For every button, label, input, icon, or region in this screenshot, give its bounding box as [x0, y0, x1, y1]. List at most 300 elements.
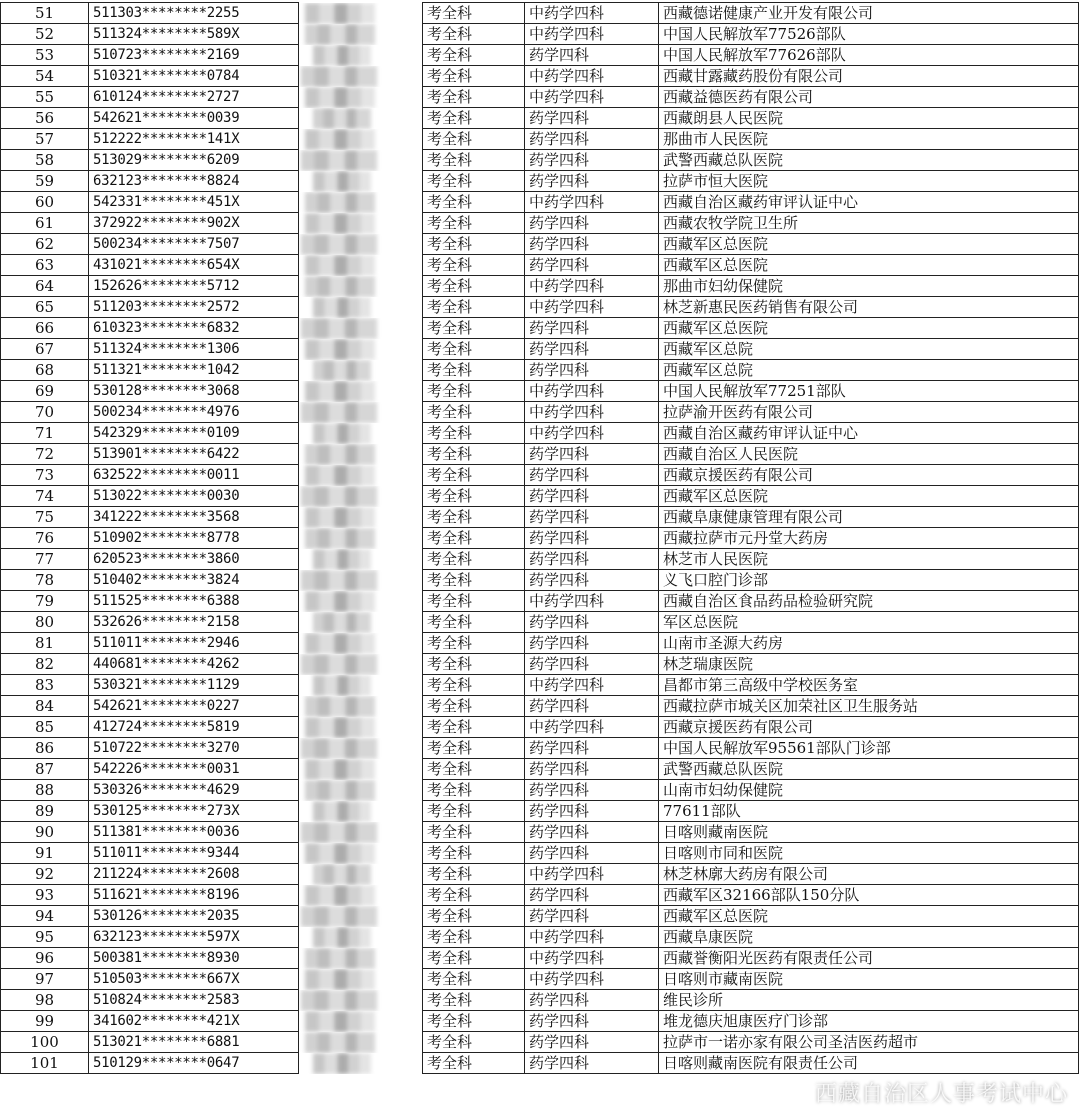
exam-type-cell: 考全科	[423, 1053, 525, 1074]
subject-cell: 药学四科	[525, 1011, 659, 1032]
redaction-mosaic	[305, 885, 375, 906]
blurred-name-cell	[299, 696, 423, 717]
row-number-cell: 52	[1, 24, 89, 45]
subject-cell: 药学四科	[525, 444, 659, 465]
id-number-cell: 510321********0784	[89, 66, 299, 87]
work-unit-cell: 西藏德诺健康产业开发有限公司	[659, 3, 1079, 24]
redaction-mosaic	[305, 969, 375, 990]
blurred-name-cell	[299, 297, 423, 318]
exam-type-cell: 考全科	[423, 381, 525, 402]
id-number-cell: 510824********2583	[89, 990, 299, 1011]
row-number-cell: 97	[1, 969, 89, 990]
redaction-mosaic	[305, 381, 375, 402]
work-unit-cell: 昌都市第三高级中学校医务室	[659, 675, 1079, 696]
table-row	[1, 738, 1079, 759]
blurred-name-cell	[299, 780, 423, 801]
subject-cell: 中药学四科	[525, 864, 659, 885]
redaction-mosaic	[305, 843, 375, 864]
subject-cell: 中药学四科	[525, 591, 659, 612]
blurred-name-cell	[299, 549, 423, 570]
row-number-cell: 56	[1, 108, 89, 129]
candidate-table	[0, 2, 1079, 1074]
row-number-cell: 99	[1, 1011, 89, 1032]
redaction-mosaic	[313, 927, 371, 948]
exam-type-cell: 考全科	[423, 66, 525, 87]
exam-type-cell: 考全科	[423, 171, 525, 192]
id-number-cell: 500381********8930	[89, 948, 299, 969]
subject-cell: 药学四科	[525, 738, 659, 759]
exam-type-cell: 考全科	[423, 486, 525, 507]
table-row	[1, 990, 1079, 1011]
table-row	[1, 192, 1079, 213]
row-number-cell: 100	[1, 1032, 89, 1053]
id-number-cell: 511324********1306	[89, 339, 299, 360]
work-unit-cell: 西藏军区总院	[659, 339, 1079, 360]
table-row	[1, 1053, 1079, 1074]
table-row	[1, 717, 1079, 738]
blurred-name-cell	[299, 423, 423, 444]
exam-type-cell: 考全科	[423, 885, 525, 906]
subject-cell: 药学四科	[525, 528, 659, 549]
work-unit-cell: 西藏军区总医院	[659, 234, 1079, 255]
table-row	[1, 3, 1079, 24]
work-unit-cell: 西藏益德医药有限公司	[659, 87, 1079, 108]
blurred-name-cell	[299, 108, 423, 129]
work-unit-cell: 西藏自治区藏药审评认证中心	[659, 192, 1079, 213]
subject-cell: 中药学四科	[525, 402, 659, 423]
table-row	[1, 549, 1079, 570]
id-number-cell: 610124********2727	[89, 87, 299, 108]
exam-type-cell: 考全科	[423, 948, 525, 969]
table-row	[1, 507, 1079, 528]
exam-type-cell: 考全科	[423, 906, 525, 927]
id-number-cell: 500234********4976	[89, 402, 299, 423]
blurred-name-cell	[299, 465, 423, 486]
redaction-mosaic	[313, 423, 371, 444]
id-number-cell: 513901********6422	[89, 444, 299, 465]
row-number-cell: 87	[1, 759, 89, 780]
id-number-cell: 510723********2169	[89, 45, 299, 66]
blurred-name-cell	[299, 87, 423, 108]
id-number-cell: 372922********902X	[89, 213, 299, 234]
id-number-cell: 542621********0039	[89, 108, 299, 129]
blurred-name-cell	[299, 381, 423, 402]
redaction-mosaic	[305, 696, 375, 717]
id-number-cell: 511203********2572	[89, 297, 299, 318]
subject-cell: 药学四科	[525, 45, 659, 66]
redaction-mosaic	[305, 1032, 375, 1053]
subject-cell: 药学四科	[525, 108, 659, 129]
id-number-cell: 610323********6832	[89, 318, 299, 339]
row-number-cell: 68	[1, 360, 89, 381]
exam-type-cell: 考全科	[423, 3, 525, 24]
redaction-mosaic	[301, 990, 377, 1011]
table-row	[1, 129, 1079, 150]
exam-type-cell: 考全科	[423, 1032, 525, 1053]
subject-cell: 药学四科	[525, 465, 659, 486]
redaction-mosaic	[305, 465, 375, 486]
exam-type-cell: 考全科	[423, 738, 525, 759]
exam-type-cell: 考全科	[423, 192, 525, 213]
blurred-name-cell	[299, 1053, 423, 1074]
work-unit-cell: 西藏农牧学院卫生所	[659, 213, 1079, 234]
id-number-cell: 530128********3068	[89, 381, 299, 402]
table-row	[1, 87, 1079, 108]
row-number-cell: 83	[1, 675, 89, 696]
id-number-cell: 511324********589X	[89, 24, 299, 45]
work-unit-cell: 那曲市人民医院	[659, 129, 1079, 150]
work-unit-cell: 拉萨渝开医药有限公司	[659, 402, 1079, 423]
exam-type-cell: 考全科	[423, 87, 525, 108]
exam-type-cell: 考全科	[423, 612, 525, 633]
subject-cell: 药学四科	[525, 906, 659, 927]
id-number-cell: 511321********1042	[89, 360, 299, 381]
id-number-cell: 431021********654X	[89, 255, 299, 276]
redaction-mosaic	[305, 948, 375, 969]
table-row	[1, 843, 1079, 864]
table-row	[1, 318, 1079, 339]
table-row	[1, 927, 1079, 948]
subject-cell: 中药学四科	[525, 381, 659, 402]
exam-type-cell: 考全科	[423, 423, 525, 444]
subject-cell: 药学四科	[525, 759, 659, 780]
row-number-cell: 61	[1, 213, 89, 234]
id-number-cell: 632123********8824	[89, 171, 299, 192]
blurred-name-cell	[299, 612, 423, 633]
exam-type-cell: 考全科	[423, 528, 525, 549]
subject-cell: 中药学四科	[525, 3, 659, 24]
blurred-name-cell	[299, 276, 423, 297]
subject-cell: 药学四科	[525, 990, 659, 1011]
redaction-mosaic	[313, 1053, 371, 1074]
work-unit-cell: 西藏誉衡阳光医药有限责任公司	[659, 948, 1079, 969]
exam-type-cell: 考全科	[423, 990, 525, 1011]
work-unit-cell: 西藏京援医药有限公司	[659, 465, 1079, 486]
redaction-mosaic	[313, 297, 371, 318]
row-number-cell: 66	[1, 318, 89, 339]
work-unit-cell: 西藏军区总医院	[659, 255, 1079, 276]
subject-cell: 药学四科	[525, 1053, 659, 1074]
blurred-name-cell	[299, 633, 423, 654]
work-unit-cell: 日喀则市同和医院	[659, 843, 1079, 864]
blurred-name-cell	[299, 45, 423, 66]
table-row	[1, 612, 1079, 633]
redaction-mosaic	[301, 822, 377, 843]
exam-type-cell: 考全科	[423, 717, 525, 738]
exam-type-cell: 考全科	[423, 1011, 525, 1032]
table-row	[1, 402, 1079, 423]
work-unit-cell: 林芝市人民医院	[659, 549, 1079, 570]
redaction-mosaic	[305, 780, 375, 801]
id-number-cell: 412724********5819	[89, 717, 299, 738]
subject-cell: 药学四科	[525, 612, 659, 633]
id-number-cell: 513022********0030	[89, 486, 299, 507]
row-number-cell: 85	[1, 717, 89, 738]
row-number-cell: 60	[1, 192, 89, 213]
redaction-mosaic	[305, 444, 375, 465]
exam-type-cell: 考全科	[423, 465, 525, 486]
work-unit-cell: 林芝林廓大药房有限公司	[659, 864, 1079, 885]
exam-type-cell: 考全科	[423, 507, 525, 528]
redaction-mosaic	[313, 171, 371, 192]
subject-cell: 药学四科	[525, 255, 659, 276]
blurred-name-cell	[299, 738, 423, 759]
work-unit-cell: 西藏阜康健康管理有限公司	[659, 507, 1079, 528]
redaction-mosaic	[305, 339, 375, 360]
id-number-cell: 513029********6209	[89, 150, 299, 171]
work-unit-cell: 中国人民解放军95561部队门诊部	[659, 738, 1079, 759]
row-number-cell: 78	[1, 570, 89, 591]
row-number-cell: 62	[1, 234, 89, 255]
subject-cell: 药学四科	[525, 843, 659, 864]
redaction-mosaic	[305, 759, 375, 780]
table-row	[1, 360, 1079, 381]
row-number-cell: 79	[1, 591, 89, 612]
redaction-mosaic	[305, 87, 375, 108]
subject-cell: 药学四科	[525, 780, 659, 801]
row-number-cell: 73	[1, 465, 89, 486]
work-unit-cell: 中国人民解放军77626部队	[659, 45, 1079, 66]
row-number-cell: 95	[1, 927, 89, 948]
id-number-cell: 532626********2158	[89, 612, 299, 633]
table-row	[1, 423, 1079, 444]
work-unit-cell: 日喀则市藏南医院	[659, 969, 1079, 990]
row-number-cell: 81	[1, 633, 89, 654]
subject-cell: 中药学四科	[525, 969, 659, 990]
subject-cell: 药学四科	[525, 318, 659, 339]
subject-cell: 药学四科	[525, 1032, 659, 1053]
row-number-cell: 74	[1, 486, 89, 507]
subject-cell: 药学四科	[525, 171, 659, 192]
exam-type-cell: 考全科	[423, 864, 525, 885]
blurred-name-cell	[299, 654, 423, 675]
subject-cell: 中药学四科	[525, 192, 659, 213]
row-number-cell: 65	[1, 297, 89, 318]
redaction-mosaic	[301, 486, 377, 507]
work-unit-cell: 西藏京援医药有限公司	[659, 717, 1079, 738]
redaction-mosaic	[305, 3, 375, 24]
id-number-cell: 510503********667X	[89, 969, 299, 990]
table-row	[1, 444, 1079, 465]
redaction-mosaic	[313, 108, 371, 129]
exam-type-cell: 考全科	[423, 297, 525, 318]
id-number-cell: 542331********451X	[89, 192, 299, 213]
redaction-mosaic	[305, 255, 375, 276]
row-number-cell: 80	[1, 612, 89, 633]
work-unit-cell: 军区总医院	[659, 612, 1079, 633]
row-number-cell: 64	[1, 276, 89, 297]
id-number-cell: 632123********597X	[89, 927, 299, 948]
subject-cell: 中药学四科	[525, 948, 659, 969]
row-number-cell: 59	[1, 171, 89, 192]
id-number-cell: 341602********421X	[89, 1011, 299, 1032]
table-row	[1, 1032, 1079, 1053]
table-row	[1, 696, 1079, 717]
redaction-mosaic	[305, 192, 375, 213]
redaction-mosaic	[301, 150, 377, 171]
exam-type-cell: 考全科	[423, 843, 525, 864]
id-number-cell: 620523********3860	[89, 549, 299, 570]
exam-type-cell: 考全科	[423, 234, 525, 255]
subject-cell: 药学四科	[525, 486, 659, 507]
row-number-cell: 70	[1, 402, 89, 423]
blurred-name-cell	[299, 360, 423, 381]
redaction-mosaic	[301, 570, 377, 591]
work-unit-cell: 西藏拉萨市城关区加荣社区卫生服务站	[659, 696, 1079, 717]
id-number-cell: 440681********4262	[89, 654, 299, 675]
work-unit-cell: 西藏自治区藏药审评认证中心	[659, 423, 1079, 444]
table-row	[1, 255, 1079, 276]
row-number-cell: 75	[1, 507, 89, 528]
id-number-cell: 500234********7507	[89, 234, 299, 255]
exam-type-cell: 考全科	[423, 24, 525, 45]
redaction-mosaic	[301, 906, 377, 927]
redaction-mosaic	[301, 234, 377, 255]
subject-cell: 药学四科	[525, 360, 659, 381]
subject-cell: 药学四科	[525, 129, 659, 150]
subject-cell: 药学四科	[525, 507, 659, 528]
exam-type-cell: 考全科	[423, 108, 525, 129]
id-number-cell: 542226********0031	[89, 759, 299, 780]
subject-cell: 中药学四科	[525, 675, 659, 696]
subject-cell: 药学四科	[525, 213, 659, 234]
redaction-mosaic	[305, 633, 375, 654]
blurred-name-cell	[299, 927, 423, 948]
table-row	[1, 801, 1079, 822]
row-number-cell: 77	[1, 549, 89, 570]
id-number-cell: 530326********4629	[89, 780, 299, 801]
redaction-mosaic	[301, 66, 377, 87]
subject-cell: 中药学四科	[525, 66, 659, 87]
row-number-cell: 55	[1, 87, 89, 108]
blurred-name-cell	[299, 192, 423, 213]
exam-type-cell: 考全科	[423, 129, 525, 150]
work-unit-cell: 日喀则藏南医院有限责任公司	[659, 1053, 1079, 1074]
blurred-name-cell	[299, 570, 423, 591]
id-number-cell: 152626********5712	[89, 276, 299, 297]
redaction-mosaic	[313, 675, 371, 696]
subject-cell: 药学四科	[525, 339, 659, 360]
table-row	[1, 381, 1079, 402]
redaction-mosaic	[301, 654, 377, 675]
subject-cell: 药学四科	[525, 234, 659, 255]
row-number-cell: 53	[1, 45, 89, 66]
redaction-mosaic	[305, 213, 375, 234]
exam-type-cell: 考全科	[423, 150, 525, 171]
table-row	[1, 486, 1079, 507]
exam-type-cell: 考全科	[423, 213, 525, 234]
work-unit-cell: 西藏军区总医院	[659, 486, 1079, 507]
work-unit-cell: 林芝新惠民医药销售有限公司	[659, 297, 1079, 318]
exam-type-cell: 考全科	[423, 570, 525, 591]
redaction-mosaic	[313, 45, 371, 66]
work-unit-cell: 西藏军区32166部队150分队	[659, 885, 1079, 906]
subject-cell: 中药学四科	[525, 423, 659, 444]
exam-type-cell: 考全科	[423, 633, 525, 654]
work-unit-cell: 西藏自治区人民医院	[659, 444, 1079, 465]
table-row	[1, 213, 1079, 234]
row-number-cell: 90	[1, 822, 89, 843]
blurred-name-cell	[299, 234, 423, 255]
work-unit-cell: 堆龙德庆旭康医疗门诊部	[659, 1011, 1079, 1032]
blurred-name-cell	[299, 906, 423, 927]
table-row	[1, 906, 1079, 927]
exam-type-cell: 考全科	[423, 255, 525, 276]
row-number-cell: 82	[1, 654, 89, 675]
redaction-mosaic	[305, 528, 375, 549]
subject-cell: 中药学四科	[525, 276, 659, 297]
blurred-name-cell	[299, 339, 423, 360]
id-number-cell: 530321********1129	[89, 675, 299, 696]
blurred-name-cell	[299, 675, 423, 696]
subject-cell: 药学四科	[525, 885, 659, 906]
blurred-name-cell	[299, 255, 423, 276]
row-number-cell: 91	[1, 843, 89, 864]
row-number-cell: 76	[1, 528, 89, 549]
row-number-cell: 51	[1, 3, 89, 24]
exam-type-cell: 考全科	[423, 402, 525, 423]
work-unit-cell: 山南市妇幼保健院	[659, 780, 1079, 801]
exam-type-cell: 考全科	[423, 444, 525, 465]
watermark-text: 西藏自治区人事考试中心	[814, 1082, 1068, 1107]
table-row	[1, 150, 1079, 171]
id-number-cell: 511525********6388	[89, 591, 299, 612]
blurred-name-cell	[299, 801, 423, 822]
table-row	[1, 633, 1079, 654]
redaction-mosaic	[301, 318, 377, 339]
id-number-cell: 341222********3568	[89, 507, 299, 528]
blurred-name-cell	[299, 990, 423, 1011]
table-row	[1, 528, 1079, 549]
row-number-cell: 96	[1, 948, 89, 969]
subject-cell: 中药学四科	[525, 717, 659, 738]
redaction-mosaic	[305, 717, 375, 738]
blurred-name-cell	[299, 66, 423, 87]
table-row	[1, 759, 1079, 780]
redaction-mosaic	[305, 24, 375, 45]
id-number-cell: 510402********3824	[89, 570, 299, 591]
table-row	[1, 969, 1079, 990]
blurred-name-cell	[299, 444, 423, 465]
table-row	[1, 591, 1079, 612]
redaction-mosaic	[301, 402, 377, 423]
blurred-name-cell	[299, 885, 423, 906]
subject-cell: 药学四科	[525, 822, 659, 843]
redaction-mosaic	[313, 360, 371, 381]
table-row	[1, 822, 1079, 843]
redaction-mosaic	[305, 591, 375, 612]
id-number-cell: 511011********2946	[89, 633, 299, 654]
table-row	[1, 780, 1079, 801]
table-row	[1, 66, 1079, 87]
work-unit-cell: 西藏甘露藏药股份有限公司	[659, 66, 1079, 87]
row-number-cell: 86	[1, 738, 89, 759]
row-number-cell: 58	[1, 150, 89, 171]
id-number-cell: 632522********0011	[89, 465, 299, 486]
work-unit-cell: 西藏军区总医院	[659, 318, 1079, 339]
blurred-name-cell	[299, 402, 423, 423]
work-unit-cell: 西藏阜康医院	[659, 927, 1079, 948]
redaction-mosaic	[313, 612, 371, 633]
row-number-cell: 98	[1, 990, 89, 1011]
work-unit-cell: 林芝瑞康医院	[659, 654, 1079, 675]
work-unit-cell: 西藏自治区食品药品检验研究院	[659, 591, 1079, 612]
row-number-cell: 57	[1, 129, 89, 150]
row-number-cell: 84	[1, 696, 89, 717]
blurred-name-cell	[299, 759, 423, 780]
subject-cell: 中药学四科	[525, 87, 659, 108]
id-number-cell: 510902********8778	[89, 528, 299, 549]
